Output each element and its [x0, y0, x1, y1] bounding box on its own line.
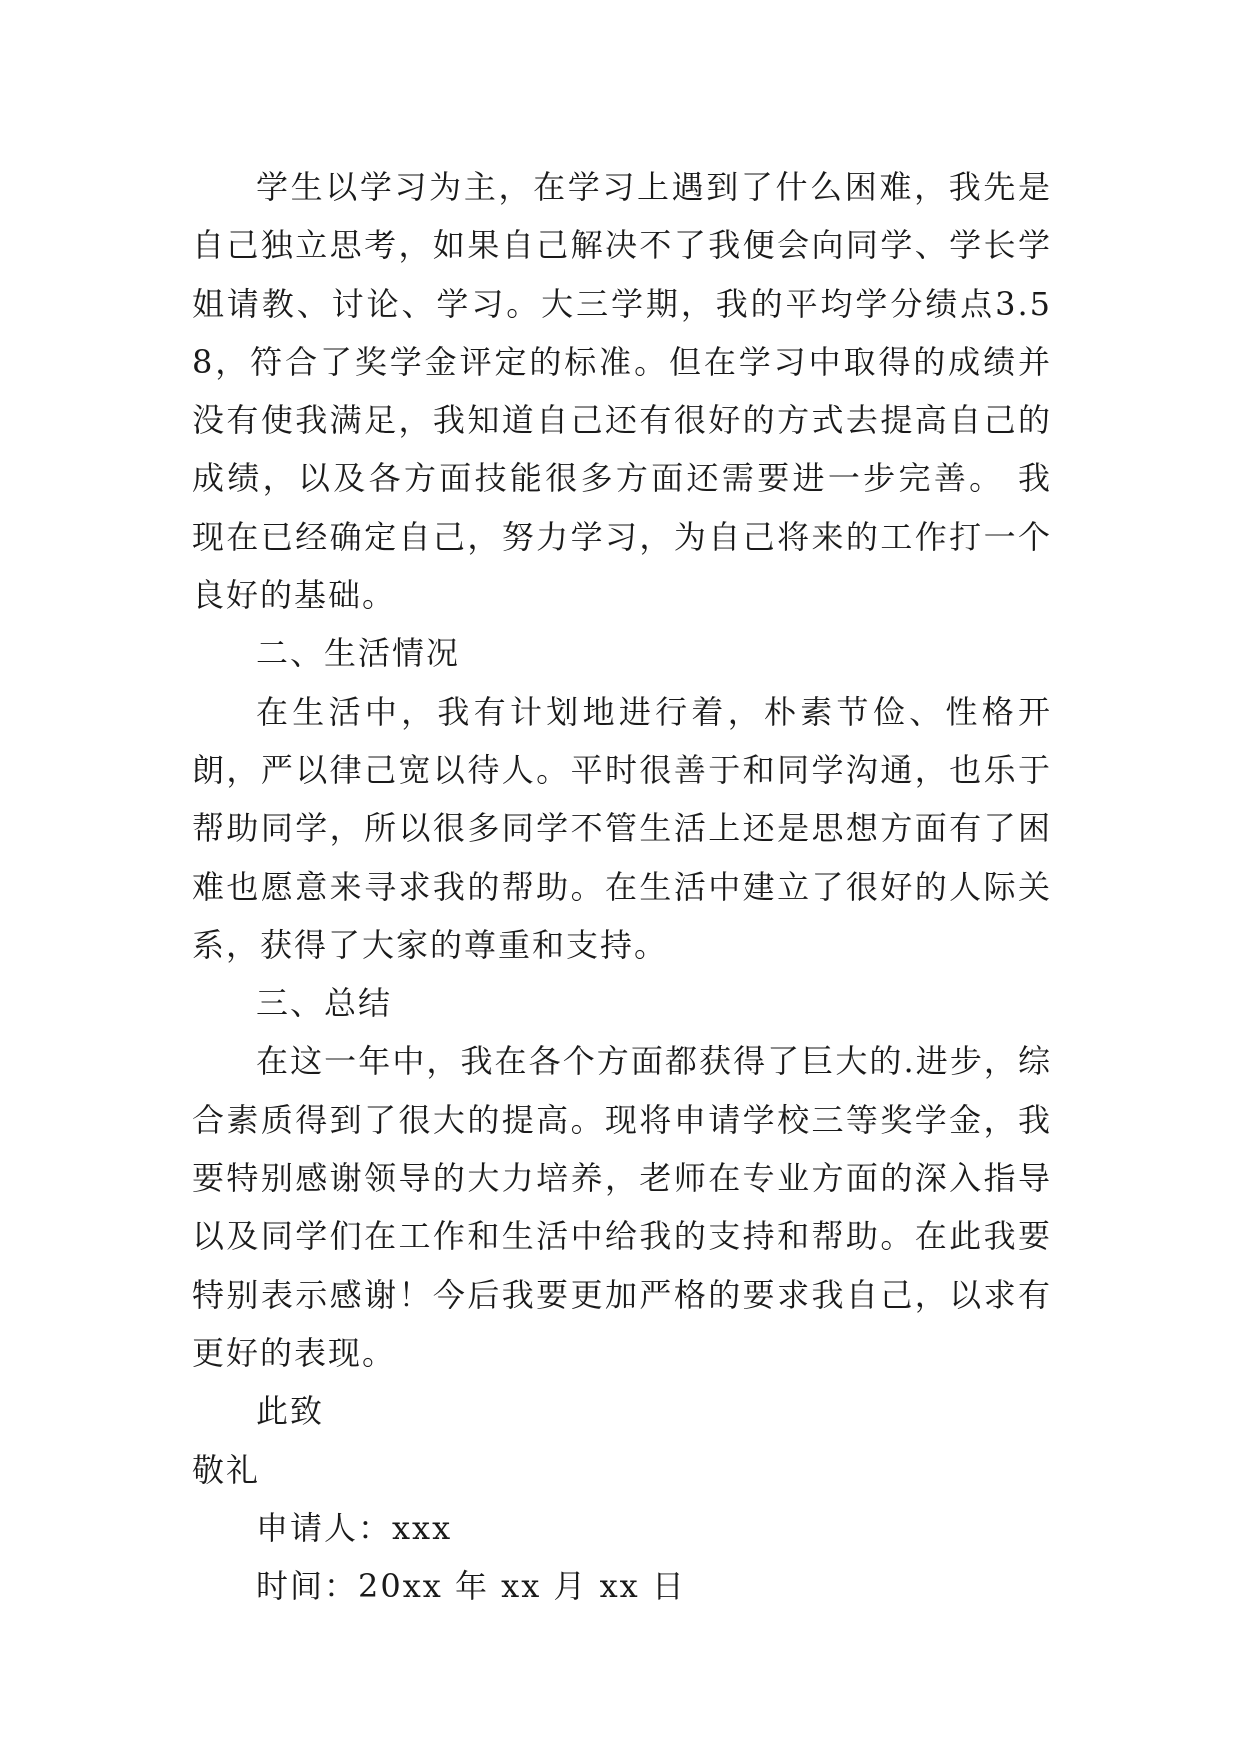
heading-summary: 三、总结: [256, 984, 393, 1023]
applicant-line: 申请人：xxx: [256, 1508, 453, 1547]
document-body: [192, 158, 1052, 1615]
paragraph-study: 学生以学习为主，在学习上遇到了什么困难，我先是自己独立思考，如果自己解决不了我便会向同学、学长学姐请教、讨论、学习。大三学期，我的平均学分绩点3.58，符合了奖学金评定的标准。但在学习中取得的成绩并没有使我满足，我知道自己还有很好的方式去提高自己的成绩，以及各方面技能很多方面还需要进一步完善。 我现在已经确定自己，努力学习，为自己将来的工作打一个良好的基础。: [192, 168, 1052, 615]
closing: 敬礼: [192, 1450, 261, 1489]
paragraph-summary: 在这一年中，我在各个方面都获得了巨大的.进步，综合素质得到了很大的提高。现将申请学校三等奖学金，我要特别感谢领导的大力培养，老师在专业方面的深入指导以及同学们在工作和生活中给我的支持和帮助。在此我要特别表示感谢！今后我要更加严格的要求我自己，以求有更好的表现。: [192, 1042, 1052, 1372]
paragraph-life: 在生活中，我有计划地进行着，朴素节俭、性格开朗，严以律己宽以待人。平时很善于和同学沟通，也乐于帮助同学，所以很多同学不管生活上还是思想方面有了困难也愿意来寻求我的帮助。在生活中建立了很好的人际关系，获得了大家的尊重和支持。: [192, 692, 1052, 964]
date-line: 时间：20xx 年 xx 月 xx 日: [256, 1567, 686, 1606]
salutation: 此致: [256, 1392, 325, 1431]
heading-life: 二、生活情况: [256, 634, 461, 673]
